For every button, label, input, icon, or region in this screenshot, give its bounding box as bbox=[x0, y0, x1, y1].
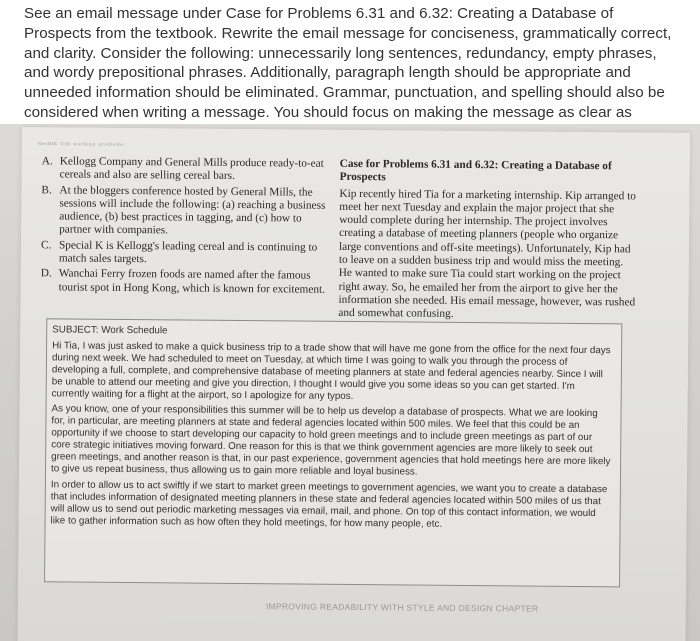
item-marker: B. bbox=[41, 183, 52, 196]
item-text: Wanchai Ferry frozen foods are named after the famous tourist spot in Hong Kong, which is known for excitement. bbox=[58, 267, 326, 296]
list-item bbox=[42, 155, 332, 184]
item-text: At the bloggers conference hosted by General Mills, the sessions will include the following: (a) reaching a business audience, (b) best practices in tagging, and (c) how to partner with companies. bbox=[59, 184, 326, 237]
email-paragraph: As you know, one of your responsibilities this summer will be to help us develop a database of prospects. What we are looking for, in particular, are meeting planners at state and federal agencies located within 500 miles. We feel that this could be an opportunity if we choose to start developing our capacity to hold green meetings and to include green meetings as part of our core strategic initiatives moving forward. One reason for this is that we think government agencies are more likely to seek out green meetings, and another reason is that, in our past experience, government agencies that hold meetings here are more likely to give us repeat business, thus allowing us to gain more reliable and loyal business. bbox=[50, 403, 611, 478]
case-title: Case for Problems 6.31 and 6.32: Creating a Database of Prospects bbox=[339, 157, 612, 184]
item-text: Special K is Kellogg's leading cereal and is continuing to match sales targets. bbox=[58, 239, 318, 266]
email-message bbox=[50, 324, 612, 535]
textbook-page bbox=[17, 127, 690, 641]
page-footer: IMPROVING READABILITY WITH STYLE AND DESIGN CHAPTER bbox=[265, 601, 539, 614]
textbook-photo bbox=[0, 124, 700, 641]
question-text: See an email message under Case for Problems 6.31 and 6.32: Creating a Database of Prospects from the textbook. Rewrite the email message for conciseness, grammatically correct, and clarity. Consider the following: unnecessarily long sentences, redundancy, empty phrases, and wordy prepositional phrases. Additionally, paragraph length should be appropriate and unneeded information should be eliminated. Grammar, punctuation, and spelling should also be considered when writing a message. You should focus on making the message as clear as bbox=[24, 5, 672, 121]
page-header-scribble: ᴺᵉᵗᴵᴿᴷ ᵁᴵᴿ ʷᵒʳᵏⁱⁿᵍ ᵖʳᵒᵇˡᵉᵐˢ bbox=[37, 141, 125, 150]
email-paragraph: In order to allow us to act swiftly if we start to market green meetings to government agencies, we want you to create a database that includes information of designated meeting planners in these state and federal agencies located within 500 miles of us that will allow us to send out periodic marketing messages via email, mail, and phone. On top of this contact information, we would like to gather information such as how often they hold meetings, for how many people, etc. bbox=[50, 479, 608, 530]
item-text: Kellogg Company and General Mills produce ready-to-eat cereals and also are selling cereal bars. bbox=[59, 155, 324, 183]
item-marker: D. bbox=[40, 267, 52, 280]
item-marker: A. bbox=[41, 155, 53, 168]
email-subject: SUBJECT: Work Schedule bbox=[52, 324, 168, 337]
list-item bbox=[41, 239, 331, 268]
exercise-list bbox=[41, 155, 332, 298]
case-body: Kip recently hired Tia for a marketing internship. Kip arranged to meet her next Tuesday and explain the major project that she would complete during her internship. The project involves creating a database of meeting planners (people who organize large conventions and off-site meetings). Unfortunately, Kip had to leave on a sudden business trip and would miss the meeting. He wanted to make sure Tia could start working on the project right away. So, he emailed her from the airport to give her the information she needed. His email message, however, was rushed and somewhat confusing. bbox=[338, 187, 636, 321]
item-marker: C. bbox=[40, 239, 52, 252]
list-item bbox=[41, 268, 331, 297]
case-description bbox=[338, 158, 639, 323]
list-item bbox=[41, 184, 331, 240]
email-paragraph: Hi Tia, I was just asked to make a quick business trip to a trade show that will have me gone from the office for the next four days during next week. We had scheduled to meet on Tuesday, at which time I was going to walk you through the process of developing a full, complete, and comprehensive database of meeting planners at state and federal agencies nearby. Since I will be unable to attend our meeting and give you direction, I thought I would give you some ideas so you can get started. I'm currently waiting for a flight at the airport, so I apologize for any typos. bbox=[51, 340, 611, 402]
